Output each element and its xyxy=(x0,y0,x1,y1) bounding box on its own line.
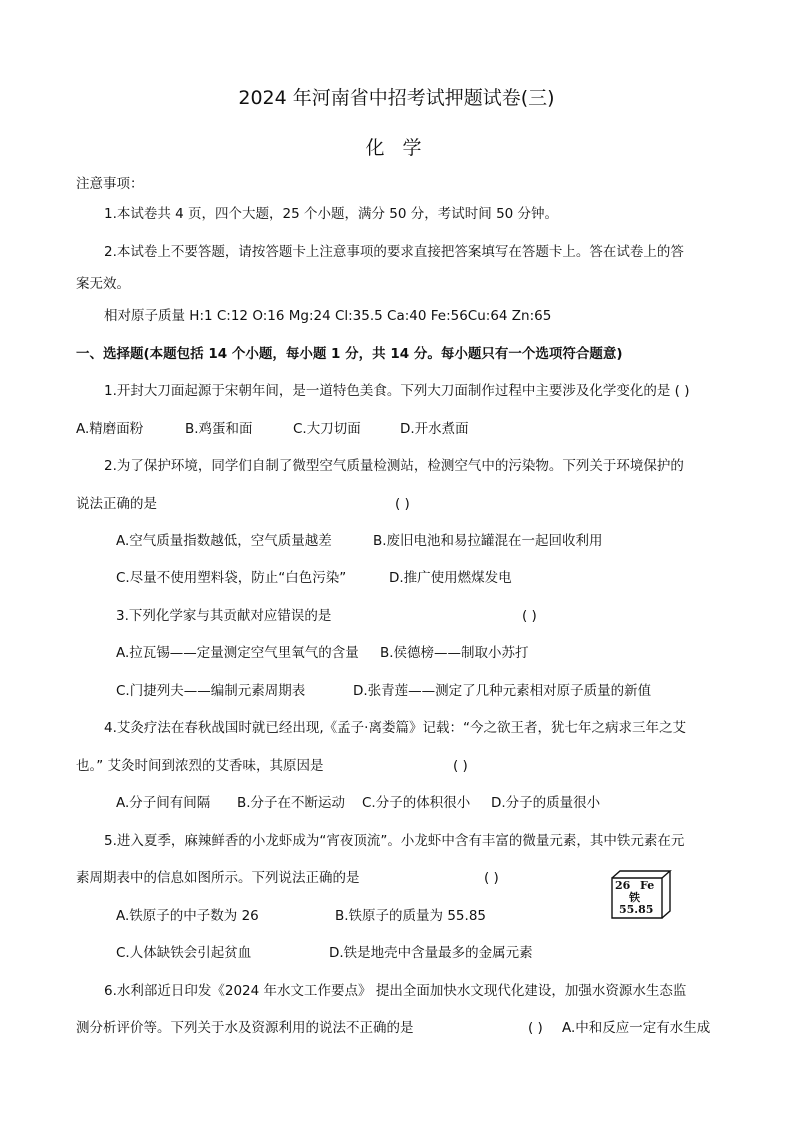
element-symbol: Fe xyxy=(640,879,655,892)
element-atomic-mass: 55.85 xyxy=(619,903,654,916)
notice-heading: 注意事项： xyxy=(76,176,144,192)
q4-stem-1: 4.艾灸疗法在春秋战国时就已经出现,《孟子·离娄篇》记载：“今之欲王者，犹七年之病求三年之艾 xyxy=(104,720,686,736)
q1-option-a: A.精磨面粉 xyxy=(76,421,144,437)
q2-answer-paren: ( ) xyxy=(395,496,410,512)
q6-option-a: A.中和反应一定有水生成 xyxy=(562,1020,711,1036)
notice-item-2: 2.本试卷上不要答题，请按答题卡上注意事项的要求直接把答案填写在答题卡上。答在试卷上的答 xyxy=(104,244,684,260)
q3-option-a: A.拉瓦锡——定量测定空气里氧气的含量 xyxy=(116,645,359,661)
q4-option-d: D.分子的质量很小 xyxy=(491,795,601,811)
section-heading: 一、选择题(本题包括 14 个小题，每小题 1 分，共 14 分。每小题只有一个选项符合题意) xyxy=(76,346,623,362)
element-atomic-number: 26 xyxy=(615,879,631,892)
q6-stem-1: 6.水利部近日印发《2024 年水文工作要点》 提出全面加快水文现代化建设，加强水资源水生态监 xyxy=(104,983,687,999)
q5-option-b: B.铁原子的质量为 55.85 xyxy=(335,908,486,924)
q3-option-b: B.侯德榜——制取小苏打 xyxy=(380,645,529,661)
q5-stem-2: 素周期表中的信息如图所示。下列说法正确的是 xyxy=(76,870,360,886)
q5-answer-paren: ( ) xyxy=(484,870,499,886)
q3-stem: 3.下列化学家与其贡献对应错误的是 xyxy=(116,608,332,624)
atomic-mass-line: 相对原子质量 H:1 C:12 O:16 Mg:24 Cl:35.5 Ca:40 Fe:56Cu:64 Zn:65 xyxy=(104,308,552,324)
q4-option-c: C.分子的体积很小 xyxy=(362,795,471,811)
q3-option-c: C.门捷列夫——编制元素周期表 xyxy=(116,683,306,699)
q5-option-a: A.铁原子的中子数为 26 xyxy=(116,908,259,924)
q3-option-d: D.张青莲——测定了几种元素相对原子质量的新值 xyxy=(353,683,652,699)
q5-option-d: D.铁是地壳中含量最多的金属元素 xyxy=(329,945,533,961)
q2-option-b: B.废旧电池和易拉罐混在一起回收利用 xyxy=(373,533,603,549)
q1-stem: 1.开封大刀面起源于宋朝年间，是一道特色美食。下列大刀面制作过程中主要涉及化学变化的是 ( ) xyxy=(104,383,690,399)
element-name: 铁 xyxy=(629,891,640,904)
q5-stem-1: 5.进入夏季，麻辣鲜香的小龙虾成为“宵夜顶流”。小龙虾中含有丰富的微量元素，其中铁元素在元 xyxy=(104,833,685,849)
q1-option-c: C.大刀切面 xyxy=(293,421,361,437)
q2-option-c: C.尽量不使用塑料袋，防止“白色污染” xyxy=(116,570,347,586)
notice-item-2-cont: 案无效。 xyxy=(76,276,130,292)
q4-option-b: B.分子在不断运动 xyxy=(237,795,346,811)
q5-option-c: C.人体缺铁会引起贫血 xyxy=(116,945,252,961)
q1-option-d: D.开水煮面 xyxy=(400,421,469,437)
exam-title: 2024 年河南省中招考试押题试卷(三) xyxy=(238,87,555,109)
q2-stem-1: 2.为了保护环境，同学们自制了微型空气质量检测站，检测空气中的污染物。下列关于环境保护的 xyxy=(104,458,684,474)
q6-answer-paren: ( ) xyxy=(528,1020,543,1036)
q6-stem-2: 测分析评价等。下列关于水及资源利用的说法不正确的是 xyxy=(76,1020,414,1036)
q2-stem-2: 说法正确的是 xyxy=(76,496,157,512)
q4-stem-2: 也。” 艾灸时间到浓烈的艾香味，其原因是 xyxy=(76,758,324,774)
iron-element-card xyxy=(610,870,672,920)
q4-option-a: A.分子间有间隔 xyxy=(116,795,211,811)
q2-option-d: D.推广使用燃煤发电 xyxy=(389,570,512,586)
q2-option-a: A.空气质量指数越低，空气质量越差 xyxy=(116,533,332,549)
q3-answer-paren: ( ) xyxy=(522,608,537,624)
q4-answer-paren: ( ) xyxy=(453,758,468,774)
q1-option-b: B.鸡蛋和面 xyxy=(185,421,253,437)
subject-title: 化 学 xyxy=(365,137,428,159)
notice-item-1: 1.本试卷共 4 页，四个大题，25 个小题，满分 50 分，考试时间 50 分钟。 xyxy=(104,206,559,222)
